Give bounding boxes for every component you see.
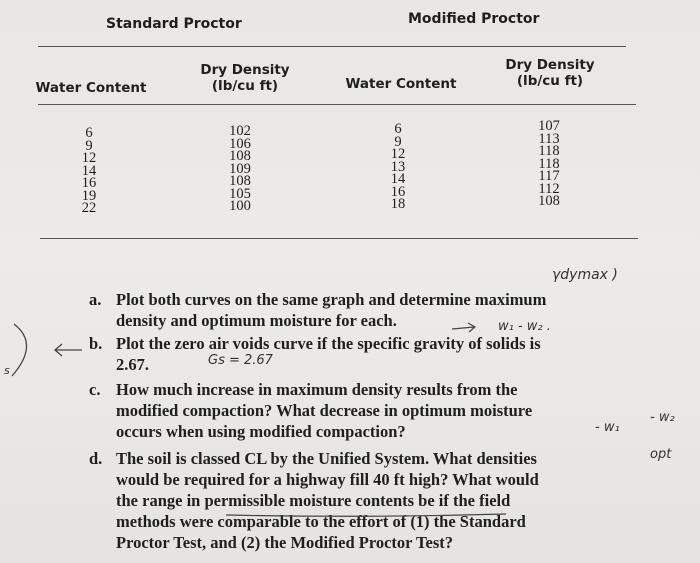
table-cell: 9: [394, 133, 402, 150]
table-cell: 117: [538, 168, 560, 184]
table-cell: 118: [538, 155, 560, 172]
table-cell: 118: [538, 143, 560, 159]
modified-water-column: [383, 123, 413, 211]
standard-density-column: [222, 125, 258, 213]
question-c-line2: modified compaction? What decrease in optimum moisture: [116, 401, 533, 420]
question-c-line3: occurs when using modified compaction?: [116, 422, 406, 441]
standard-proctor-title: Standard Proctor: [106, 16, 242, 32]
question-d: [89, 448, 539, 553]
table-cell: 107: [538, 118, 560, 134]
modified-proctor-title: Modified Proctor: [408, 11, 540, 27]
col-header-dry-density-modified-line2: (lb/cu ft): [516, 73, 584, 89]
table-cell: 12: [390, 146, 406, 162]
table-cell: 109: [229, 160, 251, 177]
table-header-rule: [38, 104, 636, 105]
handwritten-note-left: s: [4, 364, 10, 377]
table-cell: 112: [538, 180, 560, 197]
standard-water-column: [74, 127, 104, 215]
col-header-dry-density-modified-line1: Dry Density: [505, 57, 595, 73]
handwritten-note-gs: Gs = 2.67: [208, 353, 273, 368]
col-header-water-content-modified: Water Content: [345, 76, 457, 92]
table-top-rule: [38, 46, 626, 47]
question-d-line5: Proctor Test, and (2) the Modified Proctor Test?: [116, 533, 454, 552]
col-header-dry-density-standard: [190, 62, 300, 94]
table-cell: 12: [81, 150, 97, 166]
question-d-line3: the range in permissible moisture contents be if the field: [116, 491, 511, 510]
question-c-line1: How much increase in maximum density results from the: [116, 380, 518, 399]
question-d-line4: methods were comparable to the effort of (1) the Standard: [116, 512, 526, 531]
question-d-line2: would be required for a highway fill 40 ft high? What would: [116, 470, 539, 489]
question-b-line1: Plot the zero air voids curve if the specific gravity of solids is: [116, 334, 541, 353]
handwritten-underline: [224, 508, 524, 518]
table-cell: 18: [390, 196, 406, 212]
handwritten-note-opt: opt: [650, 447, 672, 462]
col-header-water-content-standard: Water Content: [35, 80, 147, 96]
table-cell: 113: [538, 130, 560, 147]
col-header-dry-density-standard-line2: (lb/cu ft): [211, 78, 279, 94]
table-cell: 14: [390, 171, 406, 187]
table-cell: 16: [81, 175, 97, 191]
question-d-line1: The soil is classed CL by the Unified System. What densities: [116, 449, 537, 468]
question-c: [89, 379, 533, 442]
question-a-label: a.: [89, 290, 102, 309]
table-bottom-rule: [40, 238, 638, 239]
table-cell: 16: [390, 183, 406, 200]
table-cell: 105: [229, 185, 251, 202]
question-a-line1: Plot both curves on the same graph and determine maximum: [116, 290, 547, 309]
question-c-label: c.: [89, 380, 101, 399]
table-cell: 14: [81, 162, 97, 179]
handwritten-note-w1-w2: w₁ - w₂ .: [498, 319, 551, 334]
question-b-label: b.: [89, 334, 103, 353]
table-cell: 108: [538, 193, 560, 209]
col-header-dry-density-modified: [495, 57, 605, 89]
handwritten-arrow-icon: [450, 321, 480, 335]
handwritten-note-minus-w2: - w₂: [650, 410, 675, 425]
question-b: [89, 333, 541, 375]
table-cell: 9: [85, 137, 93, 154]
question-b-line2: 2.67.: [116, 355, 149, 374]
table-cell: 22: [81, 200, 97, 216]
table-cell: 106: [229, 135, 251, 152]
question-a: [89, 289, 547, 331]
table-cell: 6: [85, 125, 93, 141]
handwritten-note-minus-w1: - w₁: [595, 420, 620, 435]
table-cell: 6: [394, 121, 402, 137]
modified-density-column: [531, 120, 567, 208]
table-cell: 19: [81, 187, 97, 204]
table-cell: 100: [229, 198, 251, 214]
table-cell: 108: [229, 148, 251, 164]
table-cell: 108: [229, 173, 251, 189]
col-header-dry-density-standard-line1: Dry Density: [200, 62, 290, 78]
handwritten-note-gamma-dmax: γdymax ): [552, 267, 618, 283]
table-cell: 13: [390, 158, 406, 175]
question-d-label: d.: [89, 449, 103, 468]
table-cell: 102: [229, 123, 251, 139]
handwritten-bracket-arrow-icon: [0, 320, 90, 380]
question-a-line2: density and optimum moisture for each.: [116, 311, 397, 330]
